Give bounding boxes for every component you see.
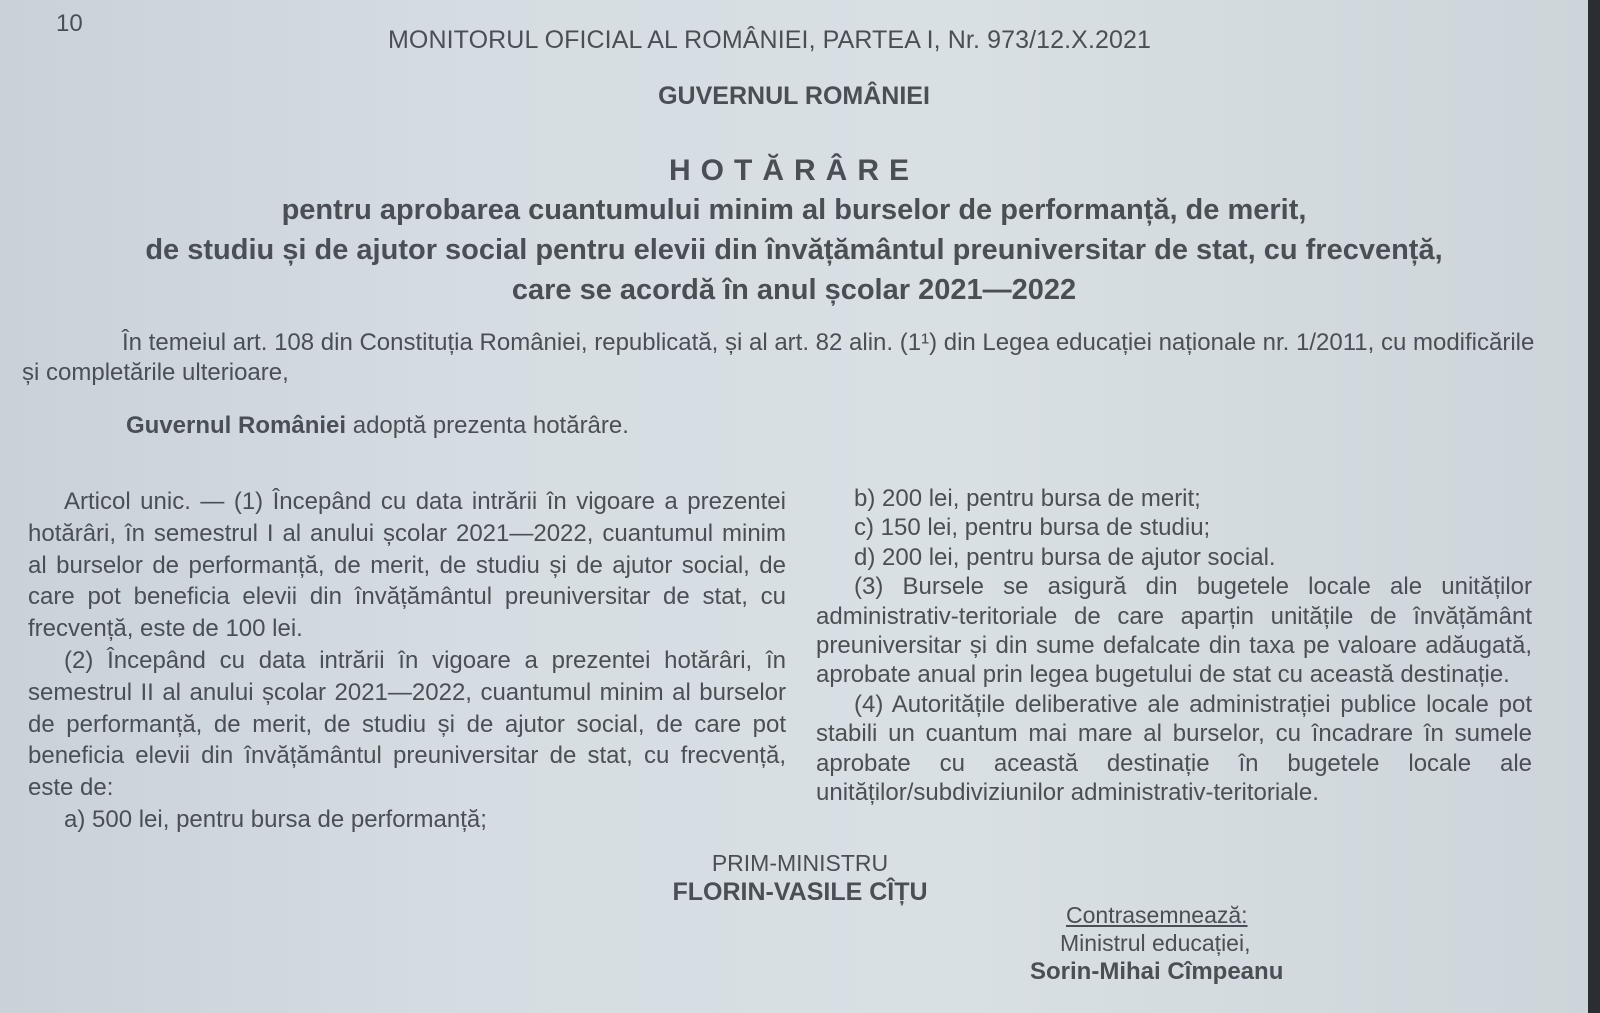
list-item-d: d) 200 lei, pentru bursa de ajutor social. xyxy=(854,543,1276,571)
preamble-paragraph: În temeiul art. 108 din Constituția României, republicată, și al art. 82 alin. (1¹) din Legea educației naționale nr. 1/2011, cu modificările și completările ulterioare, xyxy=(22,329,1535,386)
subtitle-line-2: de studiu și de ajutor social pentru elevii din învățământul preuniversitar de stat, cu frecvență, xyxy=(145,234,1443,266)
page-number: 10 xyxy=(56,10,83,37)
article-left-column xyxy=(28,486,786,836)
adoption-sentence xyxy=(126,412,629,440)
list-item-a: a) 500 lei, pentru bursa de performanță; xyxy=(64,805,487,833)
monitor-bezel xyxy=(1588,0,1600,1013)
article-paragraph-1: Articol unic. — (1) Începând cu data intrării în vigoare a prezentei hotărâri, în semestrul I al anului școlar 2021—2022, cuantumul minim al burselor de performanță, de merit, de studiu și de ajutor social, de care pot beneficia elevii din învățământul preuniversitar de stat, cu frecvență, este de 100 lei. xyxy=(28,488,786,643)
document-type-heading: HOTĂRÂRE xyxy=(669,154,919,187)
adoption-rest: adoptă prezenta hotărâre. xyxy=(346,412,629,439)
prime-minister-name: FLORIN-VASILE CÎȚU xyxy=(672,878,928,906)
issuer-heading: GUVERNUL ROMÂNIEI xyxy=(658,82,930,110)
article-right-column xyxy=(816,484,1532,807)
article-paragraph-4: (4) Autoritățile deliberative ale administrației publice locale pot stabili un cuantum mai mare al burselor, cu încadrare în sumele aprobate cu această destinație în bugetele locale ale unităților/subdiviziunilor administrativ-teritoriale. xyxy=(816,690,1532,807)
subtitle-line-1: pentru aprobarea cuantumului minim al burselor de performanță, de merit, xyxy=(281,194,1307,226)
article-paragraph-3: (3) Bursele se asigură din bugetele locale ale unităților administrativ-teritoriale de care aparțin unitățile de învățământ preuniversitar și din sume defalcate din taxa pe valoare adăugată, aprobate anual prin legea bugetului de stat cu această destinație. xyxy=(816,573,1532,689)
list-item-b: b) 200 lei, pentru bursa de merit; xyxy=(854,485,1201,512)
list-item-c: c) 150 lei, pentru bursa de studiu; xyxy=(854,514,1211,542)
article-paragraph-2: (2) Începând cu data intrării în vigoare a prezentei hotărâri, în semestrul II al anului școlar 2021—2022, cuantumul minim al burselor de performanță, de merit, de studiu și de ajutor social, de care pot beneficia elevii din învățământul preuniversitar de stat, cu frecvență, este de: xyxy=(28,646,786,802)
minister-name: Sorin-Mihai Cîmpeanu xyxy=(1030,958,1284,985)
adoption-bold: Guvernul României xyxy=(126,412,347,439)
subtitle-line-3: care se acordă în anul școlar 2021—2022 xyxy=(511,274,1077,306)
gazette-header: MONITORUL OFICIAL AL ROMÂNIEI, PARTEA I, Nr. 973/12.X.2021 xyxy=(388,26,1152,54)
prime-minister-title: PRIM-MINISTRU xyxy=(711,850,889,876)
countersign-label: Contrasemnează: xyxy=(1066,902,1248,928)
minister-title: Ministrul educației, xyxy=(1060,930,1251,956)
